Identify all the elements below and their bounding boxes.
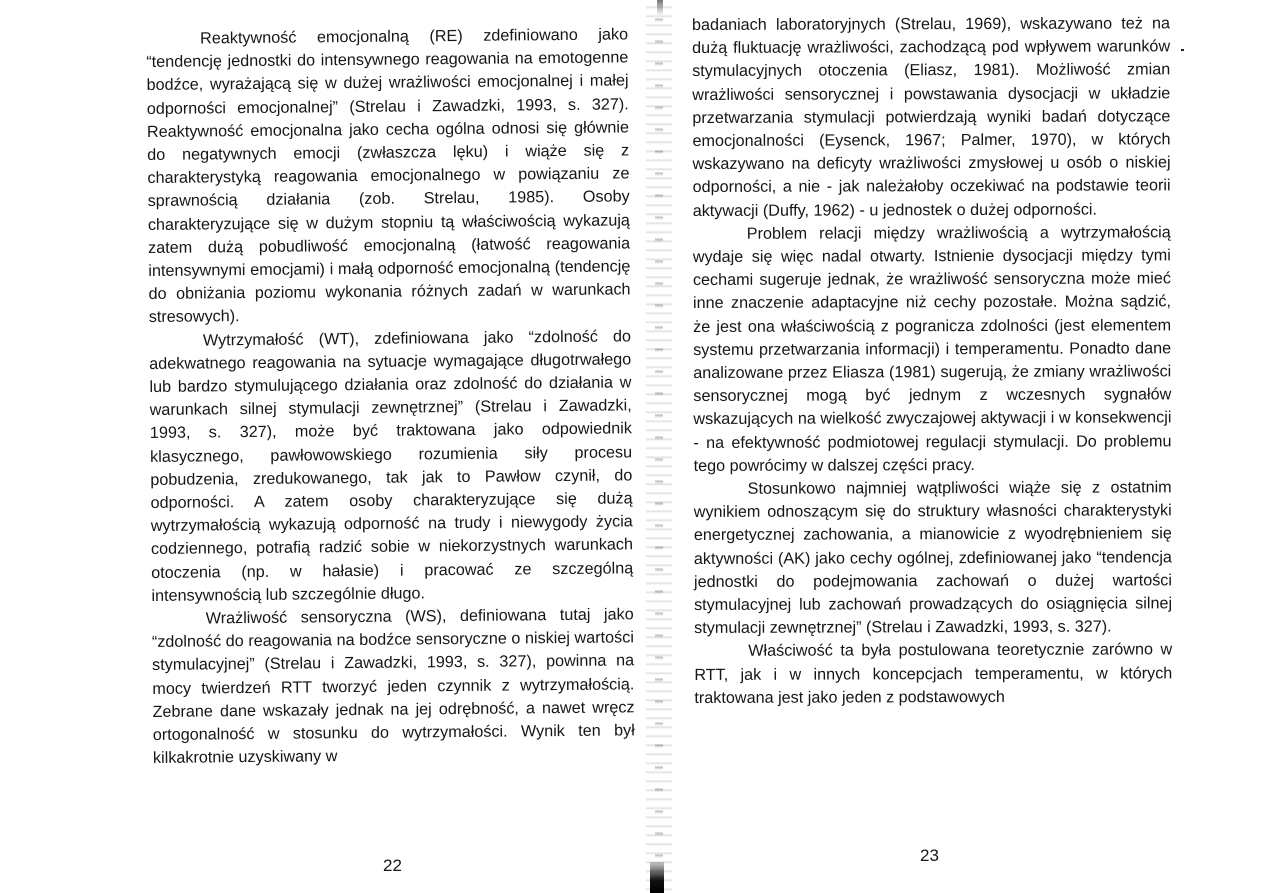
page-number-right: 23 [920, 846, 939, 865]
scan-speck [1181, 49, 1184, 51]
right-text-column [692, 12, 1172, 710]
right-paragraph-4: Właściwość ta była postulowana teoretycznie zarówno w RTT, jak i w innych koncepcjach temperamentu, w których traktowana jest jako jeden z podstawowych [694, 640, 1173, 707]
left-paragraph-3: Wrażliwość sensoryczna (WS), definiowana tutaj jako “zdolność do reagowania na bodźce sensoryczne o niskiej wartości stymulacyjnej” (Strelau i Zawadzki, 1993, s. 327), powinna na mocy twierdzeń RTT tworzyć jeden czynnik z wytrzymałością. Zebrane dane wskazały jednak na jej odrębność, a nawet wręcz ortogonalność w stosunku do wytrzymałości. Wynik ten był kilkakrotnie uzyskiwany w [151, 605, 635, 768]
right-page [650, 0, 1263, 893]
right-paragraph-2: Problem relacji między wrażliwością a wytrzymałością wydaje się więc nadal otwarty. Istnienie dysocjacji między tymi cechami sugeruje jednak, że wrażliwość sensoryczna może mieć inne znaczenie adaptacyjne niż cechy pozostałe. Można sądzić, że jest ona właściwością z pogranicza zdolności (jest elementem systemu przetwarzania informacji) i temperamentu. Ponadto dane analizowane przez Eliasza (1981) sugerują, że zmiany wrażliwości sensorycznej mogą być jednym z wczesnych sygnałów wskazujących na wielkość zwyczajowej aktywacji i w konsekwencji - na efektywność podmiotowej regulacji stymulacji. Do problemu tego powrócimy w dalszej części pracy. [692, 223, 1172, 475]
right-paragraph-1: badaniach laboratoryjnych (Strelau, 1969), wskazywano też na dużą fluktuację wrażliwości, zachodzącą pod wpływem warunków stymulacyjnych otoczenia (Eliasz, 1981). Możliwość zmian wrażliwości sensorycznej i powstawania dysocjacji w układzie przetwarzania stymulacji potwierdzają wyniki badań dotyczące emocjonalności (Eysenck, 1967; Palmer, 1970), w których wskazywano na deficyty wrażliwości zmysłowej u osób o niskiej odporności, a nie - jak należałoby oczekiwać na podstawie teorii aktywacji (Duffy, 1962) - u jednostek o dużej odporności. [692, 14, 1171, 220]
right-paragraph-3: Stosunkowo najmniej wątpliwości wiąże się z ostatnim wynikiem odnoszącym się do struktury własności charakterystyki energetycznej zachowania, a mianowicie z wyodrębnieniem się aktywności (AK) jako cechy ogólnej, zdefiniowanej jako “tendencja jednostki do podejmowania zachowań o dużej wartości stymulacyjnej lub zachowań prowadzących do osiągnięcia silnej stymulacji zewnętrznej” (Strelau i Zawadzki, 1993, s. 327). [693, 478, 1173, 638]
left-paragraph-2: Wytrzymałość (WT), zdefiniowana jako “zdolność do adekwatnego reagowania na sytuacje wymagające długotrwałego lub bardzo stymulującego działania oraz zdolność do działania w warunkach silnej stymulacji zewnętrznej” (Strelau i Zawadzki, 1993, s. 327), może być traktowana jako odpowiednik klasycznego, pawłowowskiego rozumienia siły procesu pobudzenia, zredukowanego, tak jak to Pawłow czynił, do odporności. A zatem osoby charakteryzujące się dużą wytrzymałością wykazują odporność na trudy i niewygody życia codziennego, potrafią radzić sobie w niekorzystnych warunkach otoczenia (np. w hałasie) i pracować ze szczególną intensywnością lub szczególnie długo. [149, 326, 634, 605]
left-text-column [146, 23, 635, 770]
page-number-left: 22 [383, 856, 402, 875]
left-paragraph-1: Reaktywność emocjonalną (RE) zdefiniowano jako “tendencję jednostki do intensywnego reagowania na emotogenne bodźce, wyrażającą się w dużej wrażliwości emocjonalnej i małej odporności emocjonalnej” (Strelau i Zawadzki, 1993, s. 327). Reaktywność emocjonalna jako cecha ogólna odnosi się głównie do negatywnych emocji (zwłaszcza lęku) i wiąże się z charakterystyką reagowania emocjonalnego w powiązaniu ze sprawnością działania (zob. Strelau, 1985). Osoby charakteryzujące się w dużym stopniu tą właściwością wykazują zatem dużą pobudliwość emocjonalną (łatwość reagowania intensywnymi emocjami) i małą odporność emocjonalną (tendencję do obniżania poziomu wykonania różnych zadań w warunkach stresowych). [146, 25, 631, 327]
